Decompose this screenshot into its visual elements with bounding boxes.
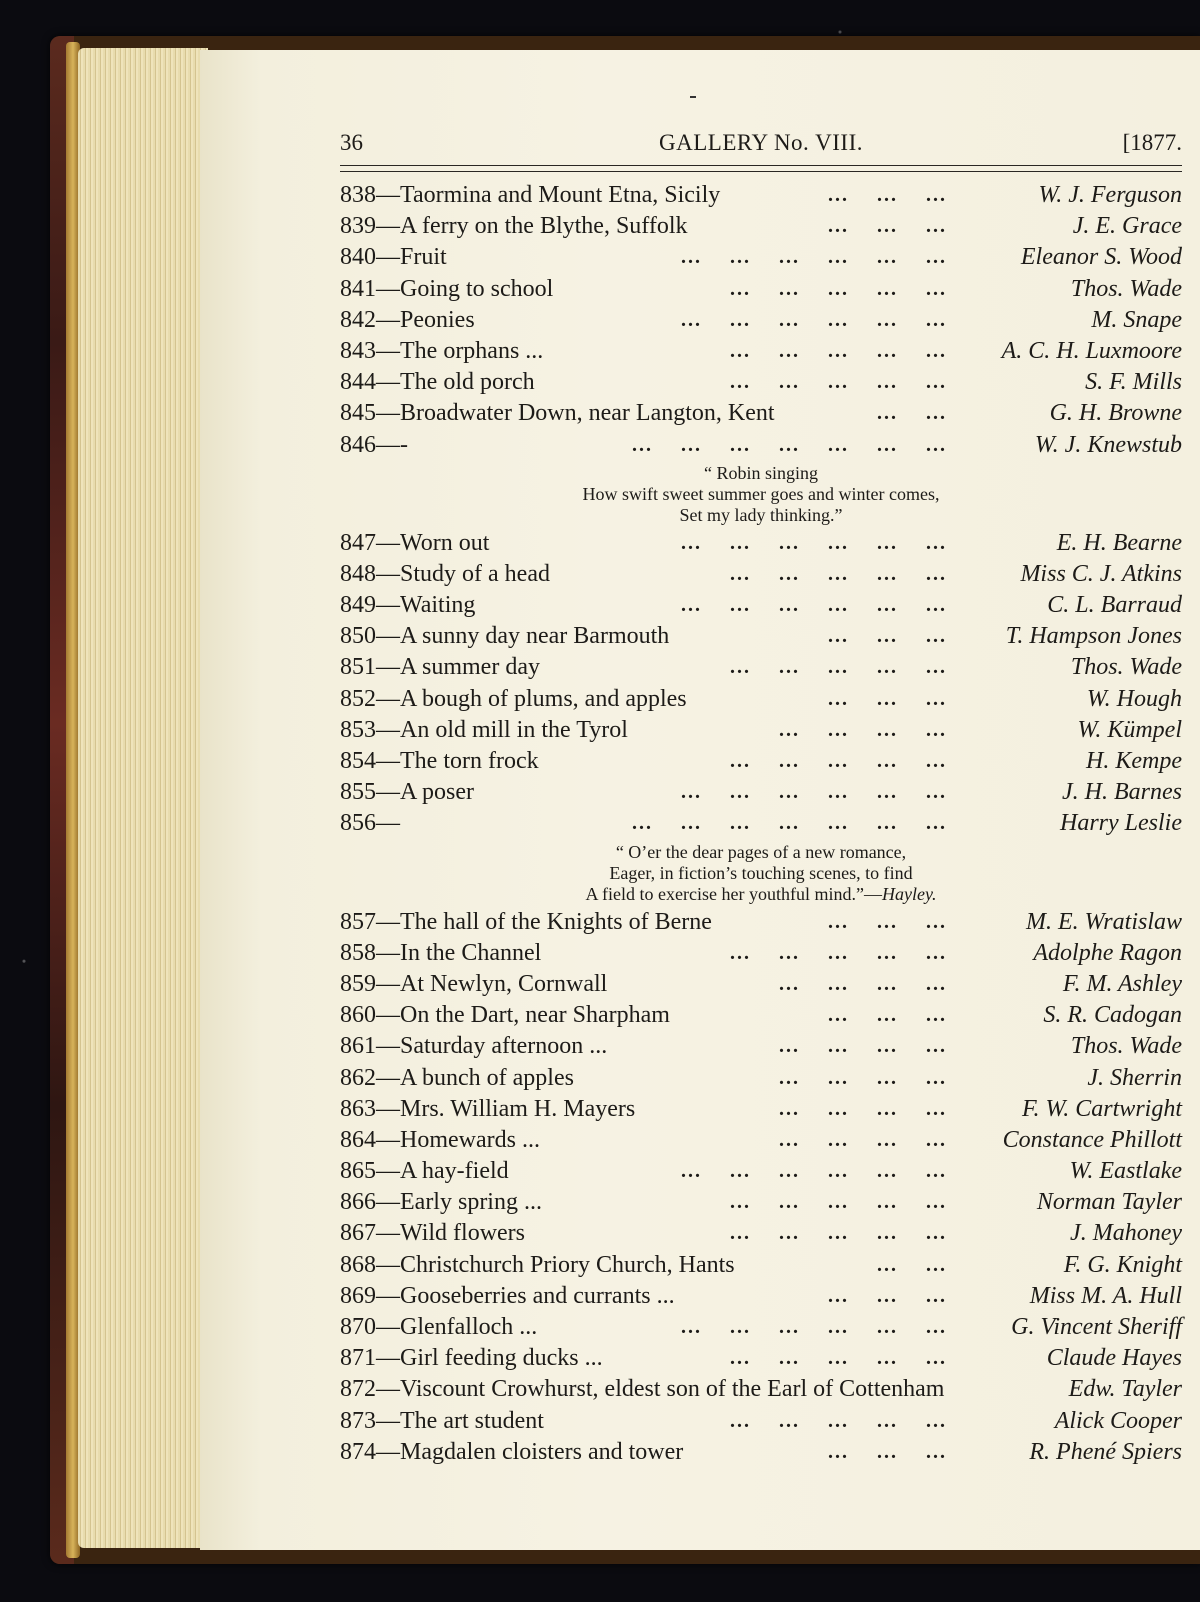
entry-leader-dots: ... ... ... ... ... — [730, 656, 947, 679]
catalogue-entry — [340, 684, 1182, 715]
book — [50, 36, 1200, 1564]
entry-leader-dots: ... ... ... ... ... ... — [681, 594, 947, 617]
entry-title: Study of a head — [400, 560, 550, 587]
entry-title: On the Dart, near Sharpham — [400, 1002, 670, 1029]
entry-artist: J. Sherrin — [1087, 1064, 1182, 1091]
entry-dash: — — [376, 592, 400, 619]
entry-title: Taormina and Mount Etna, Sicily — [400, 182, 721, 208]
entry-leader-dots: ... ... ... — [828, 1004, 947, 1027]
entry-number: 840 — [340, 244, 376, 271]
page-year: [1877. — [1122, 130, 1182, 155]
entry-dash: — — [376, 1189, 400, 1216]
entry-leader-dots: ... ... ... ... ... ... — [681, 781, 947, 804]
entry-artist: Thos. Wade — [1070, 654, 1182, 681]
entry-dash: — — [376, 716, 400, 743]
entry-title: Homewards ... — [400, 1126, 540, 1153]
entry-artist: A. C. H. Luxmoore — [1001, 337, 1182, 364]
entry-leader-dots: ... ... ... — [828, 625, 947, 648]
entry-artist: Thos. Wade — [1070, 1033, 1182, 1060]
entry-number: 862 — [340, 1064, 376, 1091]
entry-leader-dots: ... ... ... — [828, 910, 947, 933]
entry-artist: Norman Tayler — [1036, 1189, 1182, 1216]
entry-artist: W. J. Ferguson — [1038, 182, 1182, 208]
catalogue-entry — [340, 274, 1182, 305]
quotation-text: Eager, in fiction’s touching scenes, to find — [609, 862, 913, 883]
quotation-line — [340, 863, 1182, 884]
entry-artist: Harry Leslie — [1060, 810, 1182, 837]
entry-number: 860 — [340, 1002, 376, 1029]
entry-dash: — — [376, 1002, 400, 1029]
entry-number: 858 — [340, 939, 376, 966]
entry-number: 866 — [340, 1189, 376, 1216]
entry-leader-dots: ... ... ... ... ... — [730, 339, 947, 362]
quotation-text: How swift sweet summer goes and winter comes, — [582, 483, 940, 504]
entry-number: 845 — [340, 400, 376, 427]
quotation-text: Set my lady thinking.” — [679, 504, 843, 525]
entry-number: 872 — [340, 1376, 376, 1403]
catalogue-entry — [340, 559, 1182, 590]
catalogue-entry — [340, 907, 1182, 938]
entry-number: 870 — [340, 1314, 376, 1340]
entry-artist: S. R. Cadogan — [1043, 1002, 1182, 1029]
catalogue-entry — [340, 367, 1182, 398]
quotation-line — [340, 884, 1182, 905]
entry-dash: — — [376, 1126, 400, 1153]
entry-title: Gooseberries and currants ... — [400, 1282, 675, 1309]
page-number: 36 — [340, 130, 363, 155]
entry-number: 874 — [340, 1438, 376, 1465]
quotation-line — [340, 484, 1182, 505]
entry-artist: Eleanor S. Wood — [1020, 244, 1182, 271]
quotation-line — [340, 505, 1182, 526]
entry-dash: — — [376, 970, 400, 997]
entry-artist: W. Eastlake — [1069, 1158, 1182, 1185]
catalogue-entry — [340, 1281, 1182, 1312]
catalogue-entry — [340, 305, 1182, 336]
entry-dash: — — [376, 939, 400, 966]
entry-number: 851 — [340, 654, 376, 681]
catalogue-entry — [340, 1437, 1182, 1468]
entry-artist: Miss M. A. Hull — [1029, 1282, 1182, 1309]
entry-leader-dots: ... ... ... ... — [779, 1035, 947, 1058]
entry-artist: J. H. Barnes — [1062, 779, 1182, 806]
entry-dash: — — [376, 560, 400, 587]
entry-leader-dots: ... ... ... ... ... ... ... — [632, 812, 947, 835]
entry-dash: — — [376, 1345, 400, 1372]
entry-leader-dots: ... ... ... ... — [779, 1128, 947, 1151]
page-title: GALLERY No. VIII. — [659, 130, 863, 155]
entry-leader-dots: ... ... ... ... ... — [730, 562, 947, 585]
entry-number: 847 — [340, 529, 376, 556]
entry-dash: — — [376, 748, 400, 774]
entry-number: 852 — [340, 685, 376, 712]
entry-number: 869 — [340, 1282, 376, 1309]
entry-artist: Claude Hayes — [1046, 1345, 1182, 1372]
entry-number: 873 — [340, 1407, 376, 1434]
entry-title: Going to school — [400, 275, 554, 302]
entry-number: 865 — [340, 1158, 376, 1185]
entry-list — [340, 180, 1182, 1468]
entry-number: 838 — [340, 182, 376, 208]
entry-quotation — [340, 840, 1182, 907]
entry-title: The hall of the Knights of Berne — [400, 908, 712, 935]
entry-title: A poser — [400, 779, 474, 806]
entry-dash: — — [376, 1251, 400, 1278]
catalogue-entry — [340, 336, 1182, 367]
catalogue-entry — [340, 180, 1182, 211]
entry-dash: — — [376, 369, 400, 396]
entry-leader-dots: ... ... ... ... ... ... ... — [632, 433, 947, 456]
entry-dash: — — [376, 1407, 400, 1434]
entry-number: 843 — [340, 337, 376, 364]
entry-title: Fruit — [400, 244, 447, 271]
entry-dash: — — [376, 654, 400, 681]
catalogue-entry — [340, 652, 1182, 683]
catalogue-entry — [340, 777, 1182, 808]
entry-dash: — — [376, 1033, 400, 1060]
entry-title: Girl feeding ducks ... — [400, 1345, 603, 1372]
entry-artist: F. M. Ashley — [1062, 970, 1182, 997]
catalogue-entry — [340, 1250, 1182, 1281]
entry-leader-dots: ... ... ... ... ... — [730, 277, 947, 300]
entry-artist: M. E. Wratislaw — [1025, 908, 1182, 935]
entry-leader-dots: ... ... ... ... — [779, 718, 947, 741]
entry-dash: — — [376, 400, 400, 427]
entry-leader-dots: ... ... ... ... ... ... — [681, 531, 947, 554]
quotation-line — [340, 842, 1182, 863]
entry-artist: E. H. Bearne — [1056, 529, 1182, 556]
entry-artist: H. Kempe — [1086, 748, 1182, 774]
entry-dash: — — [376, 1438, 400, 1465]
entry-leader-dots: ... ... ... — [828, 184, 947, 206]
catalogue-entry — [340, 938, 1182, 969]
entry-number: 853 — [340, 716, 376, 743]
entry-artist: G. Vincent Sheriff — [1011, 1314, 1182, 1340]
entry-leader-dots: ... ... ... ... ... — [730, 1347, 947, 1370]
entry-leader-dots: ... ... ... ... ... — [730, 941, 947, 964]
entry-dash: — — [376, 306, 400, 333]
entry-title: At Newlyn, Cornwall — [400, 970, 608, 997]
entry-title: Early spring ... — [400, 1189, 542, 1216]
catalogue-entry — [340, 621, 1182, 652]
entry-leader-dots: ... ... ... ... — [779, 1066, 947, 1089]
entry-number: 848 — [340, 560, 376, 587]
catalogue-entry — [340, 211, 1182, 242]
entry-artist: M. Snape — [1091, 306, 1182, 333]
entry-leader-dots: ... ... ... ... — [779, 972, 947, 995]
catalogue-entry — [340, 242, 1182, 273]
entry-number: 863 — [340, 1095, 376, 1122]
entry-artist: W. Kümpel — [1077, 716, 1182, 743]
catalogue-entry — [340, 1031, 1182, 1062]
catalogue-entry — [340, 746, 1182, 777]
entry-number: 856 — [340, 810, 376, 837]
entry-dash: — — [376, 431, 400, 458]
entry-artist: G. H. Browne — [1049, 400, 1182, 427]
entry-leader-dots: ... ... ... ... ... — [730, 371, 947, 394]
entry-title: In the Channel — [400, 939, 542, 966]
entry-leader-dots: ... ... ... — [828, 1284, 947, 1307]
entry-title: Wild flowers — [400, 1220, 526, 1247]
catalogue-entry — [340, 808, 1182, 839]
entry-title: - — [400, 431, 408, 458]
quotation-text: “ Robin singing — [703, 462, 818, 483]
quotation-text: A field to exercise her youthful mind.”— — [585, 883, 882, 904]
catalogue-entry — [340, 1406, 1182, 1437]
entry-dash: — — [376, 275, 400, 302]
catalogue-entry — [340, 1125, 1182, 1156]
entry-number: 867 — [340, 1220, 376, 1247]
entry-artist: Miss C. J. Atkins — [1020, 560, 1182, 587]
entry-number: 871 — [340, 1345, 376, 1372]
catalogue-page — [200, 50, 1200, 1550]
entry-number: 839 — [340, 213, 376, 240]
catalogue-entry — [340, 715, 1182, 746]
catalogue-entry — [340, 1094, 1182, 1125]
entry-title: An old mill in the Tyrol — [400, 716, 628, 743]
entry-leader-dots: ... ... — [877, 1253, 947, 1276]
entry-title: Waiting — [400, 592, 476, 619]
catalogue-entry — [340, 1312, 1182, 1343]
entry-leader-dots: ... ... ... ... — [779, 1097, 947, 1120]
entry-quotation — [340, 461, 1182, 528]
entry-title: Broadwater Down, near Langton, Kent — [400, 400, 775, 427]
entry-leader-dots: ... ... ... ... ... — [730, 1222, 947, 1245]
entry-dash: — — [376, 244, 400, 271]
catalogue-entry — [340, 1374, 1182, 1405]
quotation-attribution: Hayley. — [881, 883, 937, 904]
entry-title: The art student — [400, 1407, 544, 1434]
entry-title: The torn frock — [400, 748, 539, 774]
entry-artist: Thos. Wade — [1070, 275, 1182, 302]
entry-leader-dots: ... ... ... ... ... — [730, 1191, 947, 1214]
entry-artist: F. W. Cartwright — [1021, 1095, 1182, 1122]
page-header — [340, 130, 1182, 166]
entry-number: 846 — [340, 431, 376, 458]
page-stack-edge — [78, 48, 208, 1548]
entry-dash: — — [376, 213, 400, 240]
entry-artist: Adolphe Ragon — [1033, 939, 1182, 966]
entry-title: Viscount Crowhurst, eldest son of the Earl of Cottenham — [400, 1376, 945, 1403]
entry-leader-dots: ... ... ... — [828, 215, 947, 238]
entry-number: 841 — [340, 275, 376, 302]
entry-number: 844 — [340, 369, 376, 396]
entry-dash: — — [376, 623, 400, 650]
entry-dash: — — [376, 1220, 400, 1247]
entry-dash: — — [376, 1282, 400, 1309]
catalogue-entry — [340, 1156, 1182, 1187]
catalogue-entry — [340, 1343, 1182, 1374]
entry-number: 864 — [340, 1126, 376, 1153]
entry-artist: Alick Cooper — [1054, 1407, 1182, 1434]
entry-title: A sunny day near Barmouth — [400, 623, 670, 650]
entry-leader-dots: ... ... ... ... ... ... — [681, 246, 947, 269]
header-rule — [340, 165, 1182, 172]
catalogue-entry — [340, 1000, 1182, 1031]
entry-title: Magdalen cloisters and tower — [400, 1438, 684, 1465]
entry-leader-dots: ... ... ... ... ... ... — [681, 1160, 947, 1183]
entry-number: 854 — [340, 748, 376, 774]
quotation-text: “ O’er the dear pages of a new romance, — [615, 841, 907, 862]
catalogue-entry — [340, 1218, 1182, 1249]
entry-title: Worn out — [400, 529, 490, 556]
entry-dash: — — [376, 1064, 400, 1091]
catalogue-entry — [340, 1063, 1182, 1094]
entry-number: 855 — [340, 779, 376, 806]
entry-title: A bunch of apples — [400, 1064, 574, 1091]
entry-leader-dots: ... ... — [877, 402, 947, 425]
catalogue-entry — [340, 590, 1182, 621]
entry-artist: W. J. Knewstub — [1034, 431, 1182, 458]
entry-number: 868 — [340, 1251, 376, 1278]
entry-dash: — — [376, 182, 400, 208]
entry-artist: Constance Phillott — [1002, 1126, 1182, 1153]
entry-title: Mrs. William H. Mayers — [400, 1095, 636, 1122]
entry-leader-dots: ... ... ... ... ... — [730, 750, 947, 772]
entry-leader-dots: ... ... ... — [828, 1440, 947, 1463]
entry-title: A summer day — [400, 654, 540, 681]
entry-artist: W. Hough — [1086, 685, 1182, 712]
entry-dash: — — [376, 529, 400, 556]
entry-number: 849 — [340, 592, 376, 619]
entry-leader-dots: ... ... ... ... ... ... — [681, 1316, 947, 1338]
entry-artist: Edw. Tayler — [1068, 1376, 1182, 1403]
entry-title: Peonies — [400, 306, 475, 333]
entry-leader-dots: ... ... ... ... ... — [730, 1409, 947, 1432]
catalogue-entry — [340, 430, 1182, 461]
entry-title: Saturday afternoon ... — [400, 1033, 608, 1060]
entry-dash: — — [376, 810, 400, 837]
entry-leader-dots: ... ... ... ... ... ... — [681, 308, 947, 331]
entry-title: The orphans ... — [400, 337, 544, 364]
entry-title: A bough of plums, and apples — [400, 685, 687, 712]
entry-artist: S. F. Mills — [1085, 369, 1182, 396]
entry-title: Glenfalloch ... — [400, 1314, 538, 1340]
entry-title: Christchurch Priory Church, Hants — [400, 1251, 735, 1278]
entry-dash: — — [376, 779, 400, 806]
entry-artist: C. L. Barraud — [1047, 592, 1182, 619]
entry-title: A ferry on the Blythe, Suffolk — [400, 213, 688, 240]
catalogue-entry — [340, 1187, 1182, 1218]
catalogue-entry — [340, 969, 1182, 1000]
entry-number: 857 — [340, 908, 376, 935]
quotation-line — [340, 463, 1182, 484]
entry-artist: J. Mahoney — [1070, 1220, 1182, 1247]
entry-number: 850 — [340, 623, 376, 650]
catalogue-entry — [340, 398, 1182, 429]
entry-number: 861 — [340, 1033, 376, 1060]
catalogue-entry — [340, 528, 1182, 559]
entry-number: 842 — [340, 306, 376, 333]
entry-dash: — — [376, 908, 400, 935]
entry-artist: J. E. Grace — [1072, 213, 1182, 240]
entry-dash: — — [376, 1314, 400, 1340]
entry-title: A hay-field — [400, 1158, 509, 1185]
entry-dash: — — [376, 685, 400, 712]
entry-dash: — — [376, 1376, 400, 1403]
entry-number: 859 — [340, 970, 376, 997]
entry-leader-dots: ... ... ... — [828, 687, 947, 710]
entry-dash: — — [376, 337, 400, 364]
entry-artist: T. Hampson Jones — [1005, 623, 1182, 650]
print-mark — [690, 96, 696, 98]
entry-artist: R. Phené Spiers — [1029, 1438, 1182, 1465]
entry-title: The old porch — [400, 369, 535, 396]
entry-dash: — — [376, 1158, 400, 1185]
entry-artist: F. G. Knight — [1063, 1251, 1182, 1278]
entry-dash: — — [376, 1095, 400, 1122]
